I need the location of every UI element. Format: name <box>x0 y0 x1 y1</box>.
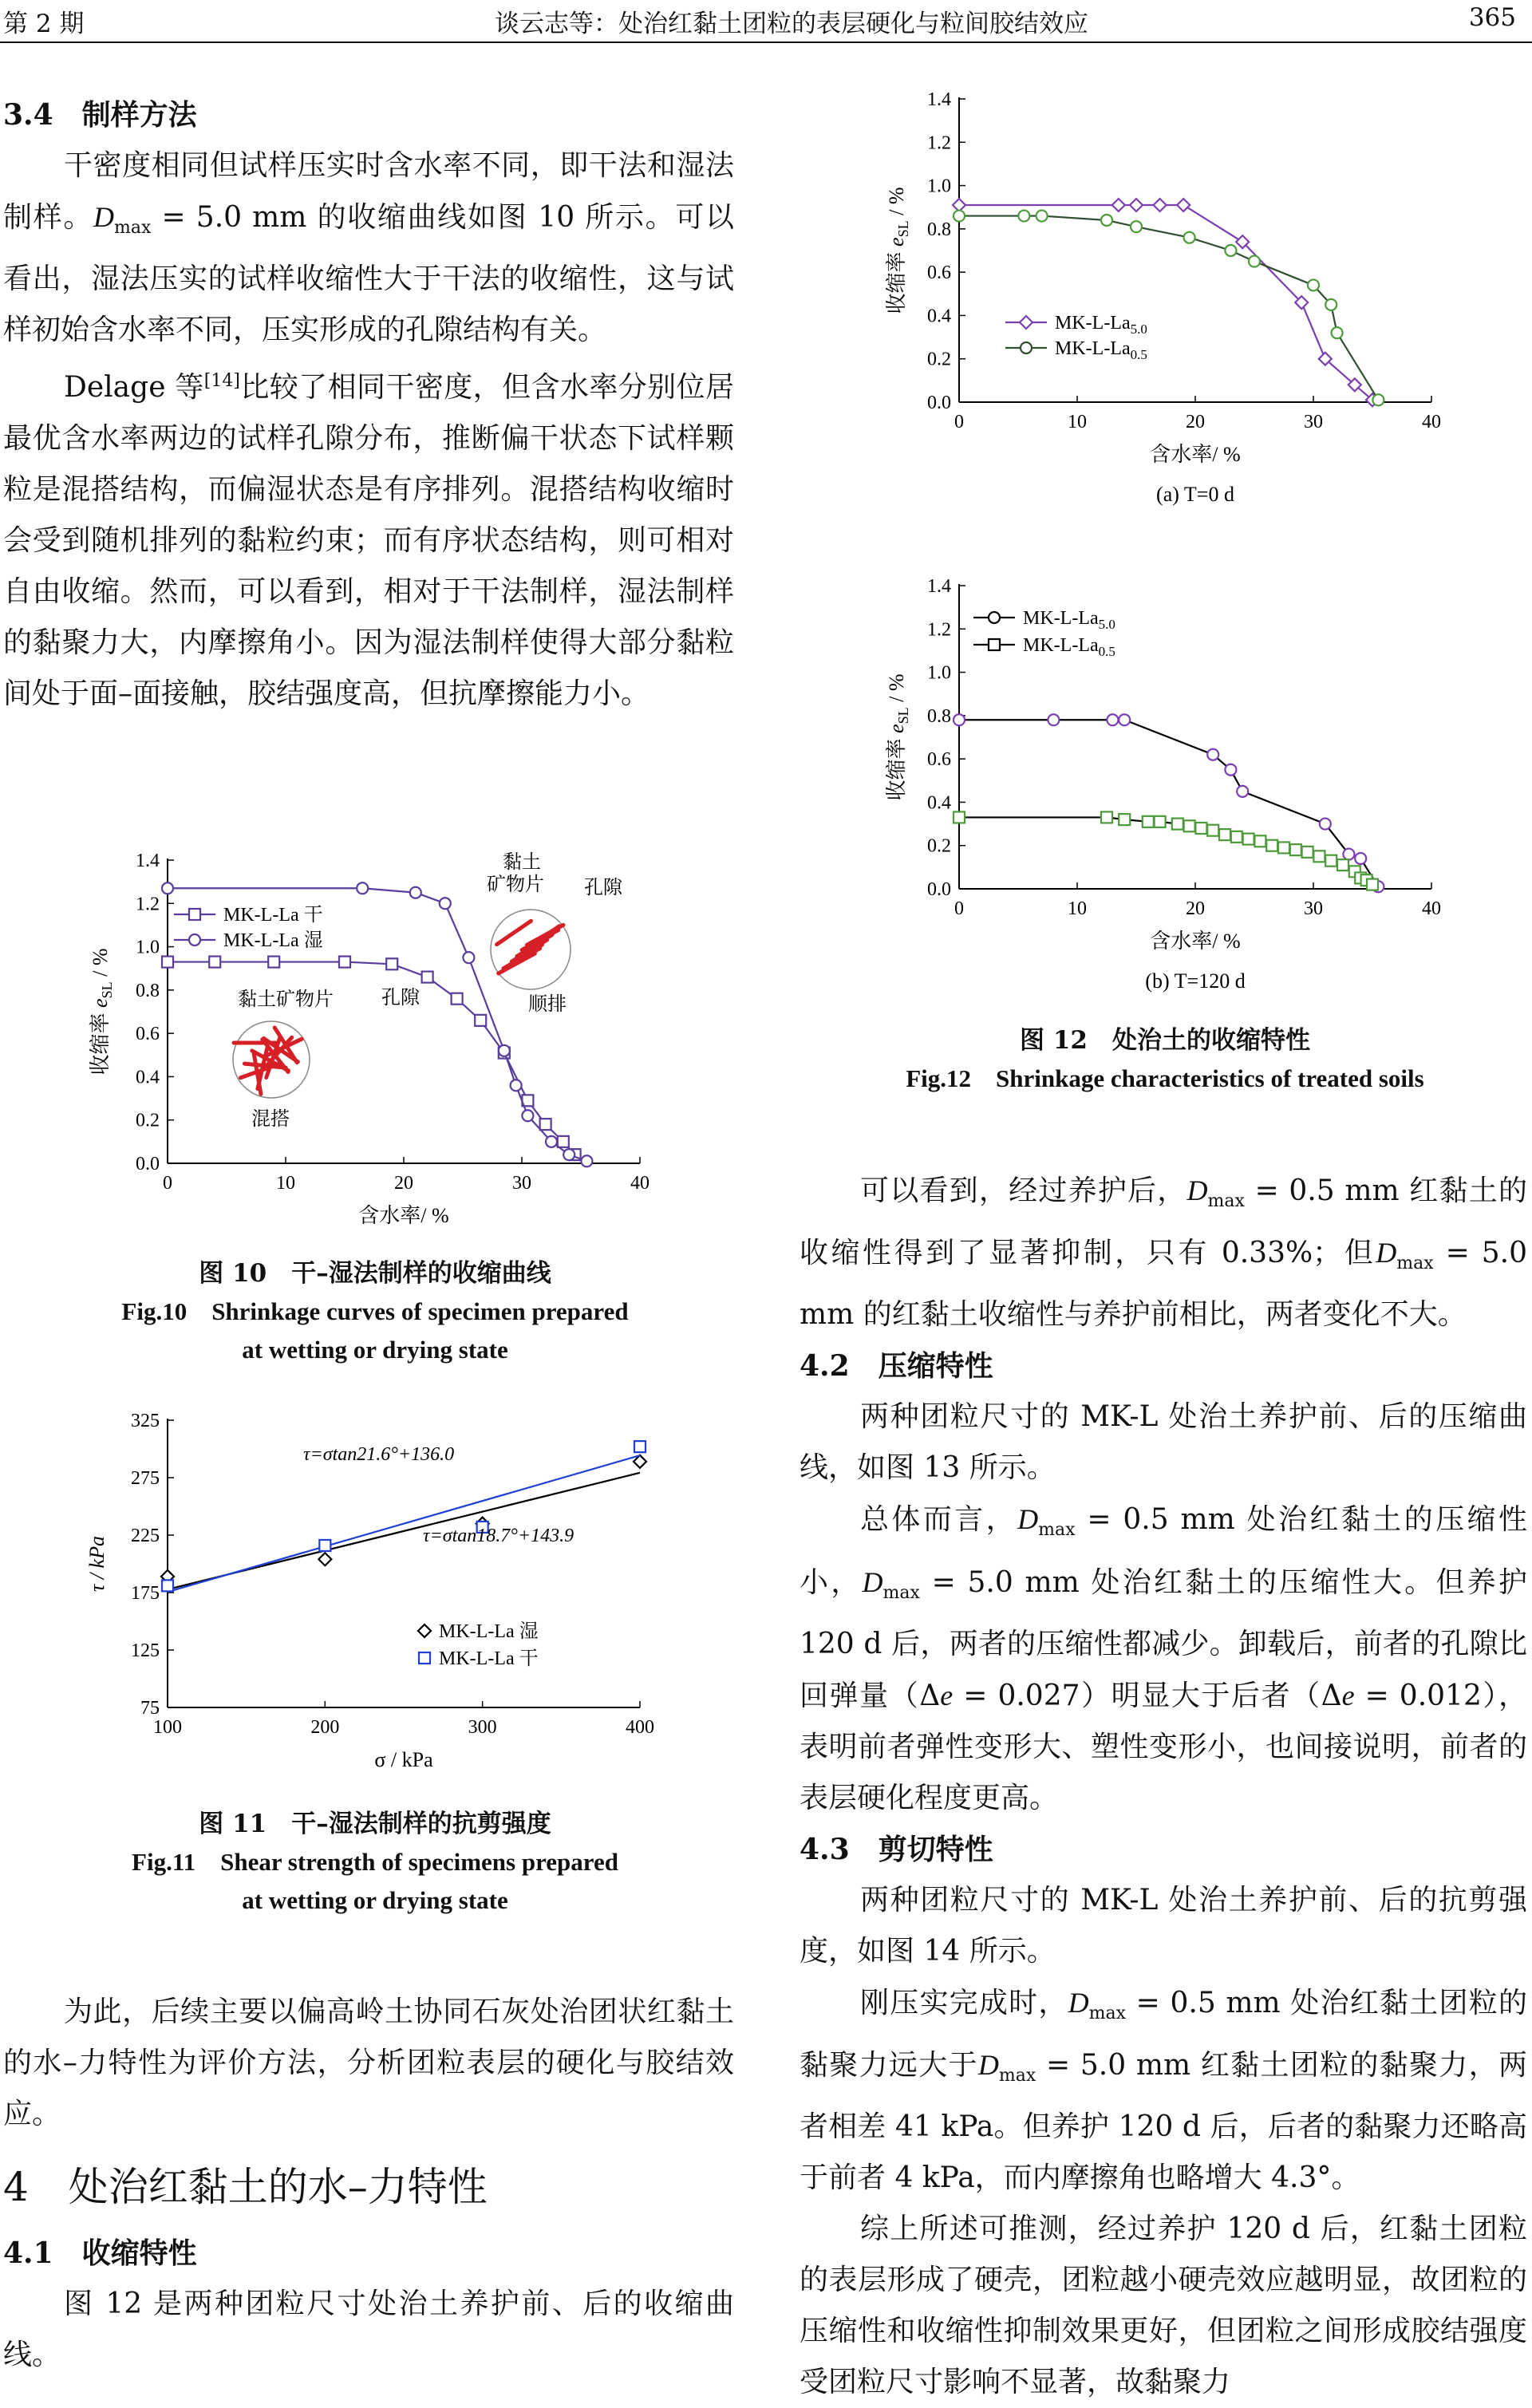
fig12b-legend-La5-marker <box>989 612 1000 623</box>
paragraph-3-4-c: 为此，后续主要以偏高岭土协同石灰处治团状红黏土的水–力特性为评价方法，分析团粒表层的硬化与胶结效应。 <box>3 1995 734 2130</box>
fig11-legend-wet-label: MK-L-La 湿 <box>439 1621 539 1642</box>
fig10-caption <box>48 1254 702 1369</box>
fig12b-La05-point <box>1143 816 1154 827</box>
fig10-caption-cn: 图 10 干–湿法制样的收缩曲线 <box>199 1259 551 1288</box>
y-axis-label: 收缩率 $e_{SL}$ / % <box>885 187 911 314</box>
fig10-dry-point <box>540 1119 551 1130</box>
fig12-caption-en: Fig.12 Shrinkage characteristics of treated soils <box>906 1064 1424 1092</box>
paragraph-4-1-b: 可以看到，经过养护后，$D_{max} = 0.5$ mm 红黏土的收缩性得到了显著抑制，只有 0.33%；但$D_{max} = 5.0$ mm 的红黏土收缩性与养护前相比，两者变化不大。 <box>800 1174 1527 1332</box>
x-axis-label: 含水率/ % <box>358 1204 449 1227</box>
y-axis-label: 收缩率 $e_{SL}$ / % <box>89 948 115 1076</box>
paragraph-4-2-b: 总体而言，$D_{max} = 0.5$ mm 处治红黏土的压缩性小，$D_{max} = 5.0$ mm 处治红黏土的压缩性大。但养护 120 d 后，两者的压缩性都减少。卸载后，前者的孔隙比回弹量（Δe = 0.027）明显大于后者（Δe = 0.012），表明前者弹性变形大、塑性变形小，也间接说明，前者的表层硬化程度更高。 <box>800 1503 1527 1814</box>
fig10-dry-point <box>339 957 350 968</box>
fig10-wet-point <box>162 882 173 894</box>
x-tick-label: 10 <box>1068 412 1087 432</box>
x-axis-label: 含水率/ % <box>1150 930 1241 953</box>
y-tick-label: 175 <box>131 1583 160 1604</box>
y-tick-label: 1.2 <box>927 619 951 641</box>
fit-line-dry <box>168 1455 640 1592</box>
y-tick-label: 0.0 <box>136 1154 160 1174</box>
fig12b-La5-point <box>954 714 965 725</box>
fig11-point-wet <box>318 1553 331 1565</box>
fig12a-La05-point <box>1308 279 1319 290</box>
fig11-legend-dry-marker <box>419 1652 430 1664</box>
fig12a-La5-point <box>1112 199 1125 211</box>
fig11-caption-en-1: Fig.11 Shear strength of specimens prepared <box>132 1848 618 1876</box>
fig12-caption <box>798 1021 1532 1098</box>
y-tick-label: 1.4 <box>927 89 951 110</box>
fig12b-legend-La05-marker <box>989 639 1000 650</box>
fig12b-La05-point <box>1231 831 1242 843</box>
fig12b-chart <box>886 566 1476 997</box>
fig10-dry-point <box>422 972 433 983</box>
left-column-top <box>3 89 734 720</box>
fig12b-La05-point <box>954 811 965 823</box>
y-tick-label: 0.0 <box>927 879 951 900</box>
fig12a-La5-line <box>959 205 1372 400</box>
x-tick-label: 200 <box>310 1717 340 1738</box>
y-tick-label: 275 <box>131 1468 160 1489</box>
fig10-dry-point <box>386 958 397 969</box>
fig12b-La5-point <box>1355 853 1366 864</box>
fig10-wet-point <box>581 1155 592 1166</box>
x-axis-label: σ / kPa <box>374 1748 433 1771</box>
fig12b-subcaption: (b) T=120 d <box>1145 969 1246 993</box>
y-tick-label: 0.8 <box>136 980 160 1001</box>
fig12b-La05-point <box>1367 879 1378 890</box>
x-tick-label: 0 <box>954 412 964 432</box>
x-tick-label: 20 <box>394 1173 413 1194</box>
fig12b-La05-point <box>1337 859 1348 870</box>
fig12b-La05-point <box>1195 823 1206 834</box>
x-axis-label: 含水率/ % <box>1150 443 1241 466</box>
fig12a-legend-La5-marker <box>1020 316 1033 329</box>
fig10-caption-en-2: at wetting or drying state <box>242 1336 508 1364</box>
page-number: 365 <box>1468 3 1516 32</box>
fig11-point-dry <box>634 1441 646 1452</box>
fig12b-La5-point <box>1320 819 1331 830</box>
x-tick-label: 30 <box>1304 412 1323 432</box>
x-tick-label: 300 <box>468 1717 497 1738</box>
y-tick-label: 0.4 <box>136 1067 160 1088</box>
fig12b-La05-point <box>1207 825 1218 836</box>
fig11-caption-en-2: at wetting or drying state <box>242 1886 508 1914</box>
fig10-wet-point <box>410 887 421 898</box>
fig10-dry-point <box>558 1136 569 1147</box>
y-tick-label: 325 <box>131 1411 160 1431</box>
fig12b-La5-point <box>1107 714 1118 725</box>
section-3-4-title: 3.4 制样方法 <box>3 98 197 132</box>
x-tick-label: 40 <box>1422 412 1441 432</box>
fig12a-La05-point <box>1225 245 1236 256</box>
fig10-dry-point <box>452 993 463 1005</box>
fig12a-legend-La05-marker <box>1021 342 1032 353</box>
fig10-wet-point <box>522 1110 533 1121</box>
label-clay-2: 矿物片 <box>487 874 544 895</box>
paragraph-4-1: 图 12 是两种团粒尺寸处治土养护前、后的收缩曲线。 <box>3 2288 734 2371</box>
fig10-legend-dry-label: MK-L-La 干 <box>223 905 323 926</box>
fig12b-La5-point <box>1119 714 1130 725</box>
running-header <box>0 0 1532 48</box>
paragraph-4-3-c: 综上所述可推测，经过养护 120 d 后，红黏土团粒的表层形成了硬壳，团粒越小硬壳效应越明显，故团粒的压缩性和收缩性抑制效果更好，但团粒之间形成胶结强度受团粒尺寸影响不显著，故黏聚力 <box>800 2213 1527 2399</box>
fig11-chart <box>80 1404 686 1771</box>
fig12a-La05-point <box>1131 221 1142 232</box>
y-tick-label: 0.2 <box>927 349 951 370</box>
fig12b-La05-point <box>1184 820 1195 831</box>
fig10-wet-point <box>546 1136 557 1147</box>
fig12b-La05-point <box>1243 834 1254 845</box>
header-rule <box>0 41 1532 43</box>
right-column <box>800 1165 1527 2408</box>
fig12b-La05-point <box>1172 819 1183 830</box>
paragraph-3-4-b: Delage 等[14]比较了相同干密度，但含水率分别位居最优含水率两边的试样孔隙分布，推断偏干状态下试样颗粒是混搭结构，而偏湿状态是有序排列。混搭结构收缩时会受到随机排列的黏粒约束；而有序状态结构，则可相对自由收缩。然而，可以看到，相对于干法制样，湿法制样的黏聚力大，内摩擦角小。因为湿法制样使得大部分黏粒间处于面–面接触，胶结强度高，但抗摩擦能力小。 <box>3 371 734 711</box>
section-4-1-title: 4.1 收缩特性 <box>3 2236 197 2270</box>
x-tick-label: 10 <box>1068 898 1087 919</box>
paragraph-4-3-a: 两种团粒尺寸的 MK-L 处治土养护前、后的抗剪强度，如图 14 所示。 <box>800 1883 1527 1968</box>
y-tick-label: 0.2 <box>927 835 951 857</box>
y-tick-label: 1.0 <box>927 176 951 197</box>
label-clay-3: 黏土矿物片 <box>238 989 334 1010</box>
fig12b-La05-point <box>1290 844 1301 855</box>
running-title: 谈云志等：处治红黏土团粒的表层硬化与粒间胶结效应 <box>495 10 1088 38</box>
y-tick-label: 125 <box>131 1640 160 1661</box>
fig11-caption-cn: 图 11 干–湿法制样的抗剪强度 <box>199 1810 551 1838</box>
y-tick-label: 1.4 <box>136 851 160 871</box>
y-tick-label: 225 <box>131 1526 160 1546</box>
equation-wet: τ=σtan18.7°+143.9 <box>423 1526 574 1546</box>
x-tick-label: 10 <box>276 1173 295 1194</box>
fig10-wet-point <box>440 898 451 909</box>
section-4-title: 4 处治红黏土的水–力特性 <box>3 2164 488 2210</box>
x-tick-label: 20 <box>1186 898 1205 919</box>
fig10-chart <box>80 846 686 1229</box>
fig12b-La05-point <box>1325 855 1337 866</box>
y-tick-label: 0.4 <box>927 306 951 327</box>
fig12b-La05-point <box>1278 842 1289 853</box>
y-tick-label: 75 <box>140 1698 160 1719</box>
fig11-point-dry <box>319 1540 330 1551</box>
y-tick-label: 0.0 <box>927 393 951 413</box>
x-tick-label: 40 <box>630 1173 650 1194</box>
fig12b-La05-point <box>1313 851 1325 862</box>
paragraph-4-2-a: 两种团粒尺寸的 MK-L 处治土养护前、后的压缩曲线，如图 13 所示。 <box>800 1400 1527 1485</box>
fig12b-La5-point <box>1225 764 1236 776</box>
fig12a-La5-point <box>1177 199 1190 211</box>
label-pore-2: 孔隙 <box>381 988 420 1009</box>
fig12b-La05-point <box>1254 835 1265 847</box>
y-tick-label: 0.4 <box>927 792 951 814</box>
x-tick-label: 30 <box>512 1173 531 1194</box>
fig10-legend-dry-marker <box>189 909 200 920</box>
fig12b-La05-point <box>1302 847 1313 858</box>
y-axis-label: 收缩率 $e_{SL}$ / % <box>885 673 911 801</box>
fig11-point-dry <box>162 1580 173 1591</box>
fig12b-La5-point <box>1343 849 1354 860</box>
fig12a-La05-point <box>1036 211 1048 222</box>
fig12a-La05-point <box>1101 215 1112 226</box>
fig12a-La05-line <box>959 216 1378 401</box>
fig12b-La05-point <box>1119 814 1130 825</box>
x-tick-label: 100 <box>153 1717 182 1738</box>
fig11-caption <box>48 1805 702 1920</box>
fig12a-La05-point <box>1184 232 1195 243</box>
y-tick-label: 0.8 <box>927 705 951 727</box>
fig12b-La05-point <box>1219 829 1230 840</box>
x-tick-label: 30 <box>1304 898 1323 919</box>
fig12b-La05-point <box>1155 816 1166 827</box>
fig12a-La05-point <box>1372 394 1384 405</box>
equation-dry: τ=σtan21.6°+136.0 <box>303 1444 455 1465</box>
fig10-dry-point <box>162 957 173 968</box>
y-tick-label: 0.2 <box>136 1110 160 1131</box>
fig12a-La05-point <box>1018 211 1029 222</box>
fig11-legend-dry-label: MK-L-La 干 <box>439 1648 539 1669</box>
y-tick-label: 1.0 <box>927 662 951 684</box>
x-tick-label: 0 <box>954 898 964 919</box>
y-tick-label: 0.8 <box>927 219 951 240</box>
fig12b-La5-point <box>1237 786 1248 797</box>
y-tick-label: 1.2 <box>927 132 951 154</box>
fig10-dry-point <box>475 1015 486 1026</box>
section-4-2-title: 4.2 压缩特性 <box>800 1349 993 1384</box>
fig12a-La05-point <box>954 211 965 222</box>
fig12-caption-cn: 图 12 处治土的收缩特性 <box>1020 1026 1310 1055</box>
y-axis-label: τ / kPa <box>85 1536 109 1592</box>
fig12a-chart <box>886 80 1476 511</box>
y-tick-label: 1.0 <box>136 937 160 958</box>
y-tick-label: 0.6 <box>927 263 951 284</box>
fig11-legend-wet-marker <box>418 1624 431 1637</box>
fig12b-La05-point <box>1266 840 1277 851</box>
fig10-wet-point <box>357 882 368 894</box>
y-tick-label: 0.6 <box>136 1024 160 1045</box>
fig12a-La05-point <box>1249 256 1260 267</box>
fig10-dry-point <box>268 957 279 968</box>
x-tick-label: 40 <box>1422 898 1441 919</box>
fig10-dry-point <box>209 957 220 968</box>
fig12a-La05-point <box>1332 327 1343 338</box>
y-tick-label: 1.4 <box>927 576 951 597</box>
x-tick-label: 400 <box>626 1717 654 1738</box>
fig10-legend-wet-marker <box>189 934 200 945</box>
fig12b-La5-point <box>1207 749 1218 760</box>
fig10-wet-point <box>499 1045 510 1056</box>
fig12a-La05-point <box>1325 299 1337 310</box>
label-mixed: 混搭 <box>251 1109 290 1130</box>
fig12b-La5-point <box>1048 714 1059 725</box>
section-4-3-title: 4.3 剪切特性 <box>800 1832 993 1866</box>
y-tick-label: 0.6 <box>927 749 951 771</box>
y-tick-label: 1.2 <box>136 894 160 915</box>
label-oriented: 顺排 <box>528 994 567 1015</box>
paragraph-4-3-b: 刚压实完成时，$D_{max} = 0.5$ mm 处治红黏土团粒的黏聚力远大于$D_{max} = 5.0$ mm 红黏土团粒的黏聚力，两者相差 41 kPa。但养护 120 d 后，后者的黏聚力还略高于前者 4 kPa，而内摩擦角也略增大 4.3°。 <box>800 1986 1527 2195</box>
paragraph-3-4-a: 干密度相同但试样压实时含水率不同，即干法和湿法制样。$D_{max} = 5.0$ mm 的收缩曲线如图 10 所示。可以看出，湿法压实的试样收缩性大于干法的收缩性，这与试样初始含水率不同，压实形成的孔隙结构有关。 <box>3 149 734 347</box>
fig10-caption-en-1: Fig.10 Shrinkage curves of specimen prepared <box>121 1297 629 1325</box>
fig12b-legend-La5-label: $MK-L-La_{5.0}$ <box>1023 608 1115 632</box>
issue-label: 第 2 期 <box>3 10 85 38</box>
citation-14: [14] <box>203 371 240 392</box>
fig12a-legend-La05-label: $MK-L-La_{0.5}$ <box>1055 338 1147 362</box>
fig12a-legend-La5-label: $MK-L-La_{5.0}$ <box>1055 313 1147 337</box>
x-tick-label: 0 <box>163 1173 172 1194</box>
label-pore-1: 孔隙 <box>584 878 622 898</box>
label-clay-1: 黏土 <box>503 852 541 873</box>
fig12a-subcaption: (a) T=0 d <box>1156 483 1234 506</box>
x-tick-label: 20 <box>1186 412 1205 432</box>
left-column-bottom <box>3 1987 734 2381</box>
fig10-wet-point <box>511 1080 522 1091</box>
fig10-legend-wet-label: MK-L-La 湿 <box>223 930 323 951</box>
fig12a-La5-point <box>1130 199 1143 211</box>
fig12a-La5-point <box>1154 199 1167 211</box>
fig10-wet-point <box>563 1149 574 1160</box>
fig10-wet-point <box>463 952 474 963</box>
fig10-dry-line <box>168 962 575 1155</box>
fig12b-legend-La05-label: $MK-L-La_{0.5}$ <box>1023 635 1115 659</box>
fig12b-La05-point <box>1101 811 1112 823</box>
